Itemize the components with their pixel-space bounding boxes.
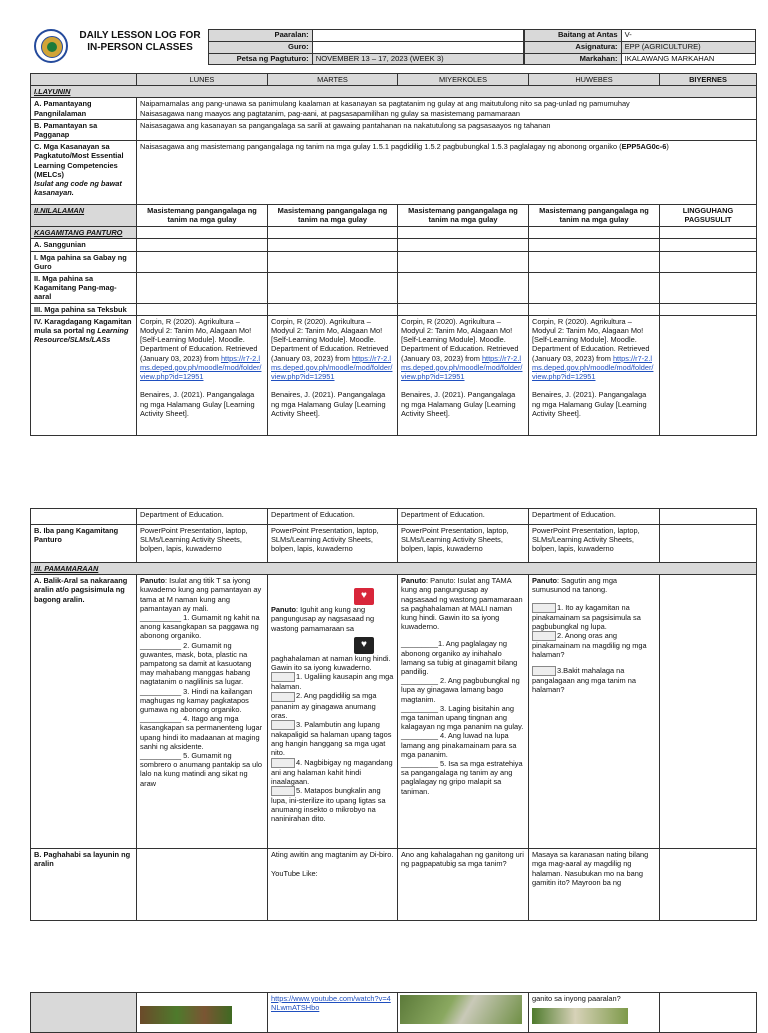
list-item: __________ 4. Itago ang mga kasangkapan sa permanenteng lugar upang hindi ito madaanan at maging sanhi ng aksidente.	[140, 714, 263, 751]
melc-label	[31, 141, 137, 205]
karagdagang-italic: Learning Resource/SLMs/LASs	[34, 326, 129, 345]
panuto-label: Panuto	[271, 605, 297, 615]
page3-link-cell	[268, 993, 398, 1033]
pagganap-text: Naisasagawa ang kasanayan sa pangangalaga sa sarili at gawaing pantahanan na nakatutulong sa pagsasaayos ng tahanan	[137, 119, 757, 140]
list-item: 2. Ang pagdidilig sa mga pananim ay ginagawa anumang oras.	[271, 691, 377, 720]
panuto-intro2: kung ang pangungusap ay nagsasaad ng wastong pamamaraan sa	[271, 605, 375, 633]
youtube-link[interactable]: https://www.youtube.com/watch?v=4NLwmATSHbo	[271, 994, 391, 1013]
corner-cell	[31, 74, 137, 86]
deped-martes: Department of Education.	[268, 509, 398, 525]
pamantayang-line1: Naipamamalas ang pang-unawa sa panimulang kaalaman at kasanayan sa pagtatanim ng gulay at ang maitutulong nito sa pag-unlad ng pamumuhay	[140, 99, 630, 109]
list-item: _________1. Ang paglalagay ng abonong organiko ay inihahalo lamang sa tubig at ginagamit bilang pandilig.	[401, 639, 518, 677]
panuto-intro: : Panuto: Isulat ang TAMA kung ang pangungusap ay nagsasaad ng wastong pamamaraan sa paghahalaman at MALI naman kung hindi. Gawin ito sa iyong kuwaderno.	[401, 576, 523, 632]
paghahabi-miyerkoles: Ano ang kahalagahan ng ganitong uri ng pagpapatubig sa mga tanim?	[398, 849, 529, 921]
ref1-text: Corpin, R (2020). Agrikultura – Modyul 2: Tanim Mo, Alagaan Mo! [Self-Learning Module]. Moodle. Department of Education. Retrieved (January 03, 2023) from	[401, 316, 519, 363]
kagamitan-mag-aaral-label: II. Mga pahina sa Kagamitang Pang-mag-aaral	[31, 273, 137, 304]
panuto-intro: : Isulat ang titik T sa iyong kuwaderno kung ang pamantayan ay tama at M naman kung ang pamantayan ay mali.	[140, 576, 262, 613]
list-item: _________ 4. Ang luwad na lupa lamang ang pinakamainam para sa mga pananim.	[401, 731, 517, 759]
guro-value	[312, 41, 523, 53]
balik-martes	[268, 575, 398, 849]
broken-heart-icon: ♥	[354, 637, 374, 654]
watering-plants-photo	[532, 1008, 628, 1024]
seedling-hands-photo	[140, 1006, 232, 1024]
list-item: _________ 5. Isa sa mga estratehiya sa pangangalaga ng tanim ay ang paglalagay ng gripo malapit sa taniman.	[401, 759, 523, 796]
list-item: 3. Palambutin ang lupang nakapaligid sa halaman upang tagos ang hangin hanggang sa mga ugat nito.	[271, 719, 392, 758]
list-item: 2. Anong oras ang pinakamainam na magdilig ng mga halaman?	[532, 631, 647, 660]
nilalaman-martes: Masistemang pangangalaga ng tanim na mga gulay	[268, 205, 398, 227]
pamantayang-text	[137, 98, 757, 119]
page3-huwebes-text: ganito sa inyong paaralan?	[532, 994, 621, 1003]
document-title	[72, 30, 208, 54]
ref2-text: Benaires, J. (2021). Pangangalaga ng mga Halamang Gulay [Learning Activity Sheet].	[271, 390, 386, 418]
pagganap-label: B. Pamantayan sa Pagganap	[31, 119, 137, 140]
youtube-like-label: YouTube Like:	[271, 868, 318, 878]
iba-miyerkoles: PowerPoint Presentation, laptop, SLMs/Learning Activity Sheets, bolpen, lapis, kuwaderno	[398, 525, 529, 563]
list-item: 1. Ugaliing kausapin ang mga halaman.	[271, 672, 394, 692]
pamantayang-line2: Naisasagawa nang maayos ang pagtatanim, pag-aani, at pagsasapamilihan ng gulay sa masistemang pamamaraan	[140, 108, 521, 118]
baitang-value: V-	[621, 30, 755, 42]
karagdagang-label	[31, 315, 137, 435]
ref-link[interactable]: https://r7-2.lms.deped.gov.ph/moodle/mod/folder/view.php?id=12951	[532, 353, 654, 382]
sanggunian-label: A. Sanggunian	[31, 239, 137, 251]
ref2-text: Benaires, J. (2021). Pangangalaga ng mga Halamang Gulay [Learning Activity Sheet].	[140, 390, 255, 418]
iba-martes: PowerPoint Presentation, laptop, SLMs/Learning Activity Sheets, bolpen, lapis, kuwaderno	[268, 525, 398, 563]
answer-box[interactable]	[271, 786, 295, 796]
ref2-text: Benaires, J. (2021). Pangangalaga ng mga Halamang Gulay [Learning Activity Sheet].	[401, 390, 516, 418]
panuto-label: Panuto	[401, 576, 427, 586]
answer-box[interactable]	[271, 720, 295, 730]
title-line-1: DAILY LESSON LOG FOR	[79, 30, 201, 41]
ref1-text: Corpin, R (2020). Agrikultura – Modyul 2: Tanim Mo, Alagaan Mo! [Self-Learning Module]. Moodle. Department of Education. Retrieved (January 03, 2023) from	[271, 316, 389, 363]
ref-link[interactable]: https://r7-2.lms.deped.gov.ph/moodle/mod/folder/view.php?id=12951	[271, 353, 393, 382]
heart-icon: ♥	[354, 588, 374, 605]
ref-huwebes	[529, 315, 660, 435]
ref-miyerkoles	[398, 315, 529, 435]
day-lunes: LUNES	[137, 74, 268, 86]
header-right-table	[524, 29, 756, 65]
baitang-label: Baitang at Antas	[525, 30, 622, 42]
ref-link[interactable]: https://r7-2.lms.deped.gov.ph/moodle/mod/folder/view.php?id=12951	[401, 353, 523, 382]
melc-label-italic: Isulat ang code ng bawat kasanayan.	[34, 179, 122, 198]
list-item: __________ 3. Hindi na kailangan maghugas ng kamay pagkatapos gumawa ng abonong organiko.	[140, 686, 253, 715]
list-item: _________ 2. Ang pagbubungkal ng lupa ay ginagawa lamang bago magtanim.	[401, 676, 520, 704]
gabay-label: I. Mga pahina sa Gabay ng Guro	[31, 251, 137, 272]
balik-huwebes	[529, 575, 660, 849]
lesson-table-page2	[30, 508, 757, 921]
nilalaman-lunes: Masistemang pangangalaga ng tanim na mga gulay	[137, 205, 268, 227]
deped-lunes: Department of Education.	[137, 509, 268, 525]
teksbuk-label: III. Mga pahina sa Teksbuk	[31, 303, 137, 315]
pamamaraan-heading: III. PAMAMARAAN	[31, 563, 757, 575]
ref2-text: Benaires, J. (2021). Pangangalaga ng mga Halamang Gulay [Learning Activity Sheet].	[532, 390, 647, 418]
nilalaman-miyerkoles: Masistemang pangangalaga ng tanim na mga gulay	[398, 205, 529, 227]
list-item: 4. Nagbibigay ng magandang ani ang halaman kahit hindi inaalagaan.	[271, 757, 393, 786]
asignatura-label: Asignatura:	[525, 41, 622, 53]
melc-body: Naisasagawa ang masistemang pangangalaga ng tanim na mga gulay 1.5.1 pagdidilig 1.5.2 pagbubungkal 1.5.3 paglalagay ng abonong organiko (	[140, 142, 622, 152]
panuto-intro1: : Iguhit ang	[296, 605, 333, 615]
iba-huwebes: PowerPoint Presentation, laptop, SLMs/Learning Activity Sheets, bolpen, lapis, kuwaderno	[529, 525, 660, 563]
paghahabi-huwebes: Masaya sa karanasan nating bilang mga mag-aaral ay magdilig ng halaman. Nasubukan mo na bang gamitin ito? Mayroon ba ng	[529, 849, 660, 921]
deped-miyerkoles: Department of Education.	[398, 509, 529, 525]
karagdagang-text: IV. Karagdagang Kagamitan mula sa portal ng	[34, 316, 132, 336]
answer-box[interactable]	[532, 666, 556, 676]
melc-code: EPP5AG0c-6	[621, 142, 667, 152]
panuto-label: Panuto	[532, 576, 558, 586]
answer-box[interactable]	[532, 631, 556, 641]
ref1-text: Corpin, R (2020). Agrikultura – Modyul 2: Tanim Mo, Alagaan Mo! [Self-Learning Module]. Moodle. Department of Education. Retrieved (January 03, 2023) from	[532, 316, 650, 363]
ref-link[interactable]: https://r7-2.lms.deped.gov.ph/moodle/mod/folder/view.php?id=12951	[140, 353, 262, 382]
panuto-label: Panuto	[140, 576, 166, 586]
answer-box[interactable]	[271, 692, 295, 702]
answer-box[interactable]	[532, 603, 556, 613]
balik-aral-label: A. Balik-Aral sa nakaraang aralin at/o pagsisimula ng bagong aralin.	[31, 575, 137, 849]
lingguhang-pagsusulit: LINGGUHANG PAGSUSULIT	[660, 205, 757, 227]
list-item: 1. Ito ay kagamitan na pinakamainam sa pagsisimula sa pagbubungkal ng lupa.	[532, 602, 641, 631]
irrigation-photo	[400, 995, 522, 1024]
paaralan-value	[312, 30, 523, 42]
melc-label-text: C. Mga Kasanayan sa Pagkatuto/Most Essential Learning Competencies (MELCs)	[34, 142, 124, 179]
markahan-value: IKALAWANG MARKAHAN	[621, 53, 755, 65]
melc-text	[137, 141, 757, 205]
iba-label: B. Iba pang Kagamitang Panturo	[31, 525, 137, 563]
list-item: __________ 5. Gumamit ng sombrero o anumang pantakip sa ulo lalo na kung matindi ang sikat ng araw	[140, 751, 263, 788]
day-biyernes: BIYERNES	[660, 74, 757, 86]
deped-huwebes: Department of Education.	[529, 509, 660, 525]
panuto-intro4: naman kung hindi. Gawin ito sa iyong kuwaderno.	[271, 653, 391, 673]
title-line-2: IN-PERSON CLASSES	[87, 42, 193, 53]
balik-lunes	[137, 575, 268, 849]
day-miyerkoles: MIYERKOLES	[398, 74, 529, 86]
list-item: 3.Bakit mahalaga na pangalagaan ang mga tanim na halaman?	[532, 665, 636, 694]
paghahabi-martes-text: Ating awitin ang magtanim ay Di-biro.	[271, 850, 394, 860]
ref-martes	[268, 315, 398, 435]
deped-seal-logo	[34, 29, 68, 63]
header-left-table	[208, 29, 524, 65]
melc-close: )	[666, 142, 669, 152]
guro-label: Guro:	[209, 41, 313, 53]
iba-lunes: PowerPoint Presentation, laptop, SLMs/Learning Activity Sheets, bolpen, lapis, kuwaderno	[137, 525, 268, 563]
day-huwebes: HUWEBES	[529, 74, 660, 86]
kagamitan-heading: KAGAMITANG PANTURO	[31, 227, 137, 239]
list-item: __________ 1. Gumamit ng kahit na anong kasangkapan sa paggawa ng abonong organiko.	[140, 613, 260, 641]
day-martes: MARTES	[268, 74, 398, 86]
ref-lunes	[137, 315, 268, 435]
panuto-intro: : Sagutin ang mga sumusunod na tanong.	[532, 576, 618, 595]
petsa-label: Petsa ng Pagtuturo:	[209, 53, 313, 65]
nilalaman-heading: II.NILALAMAN	[31, 205, 137, 227]
ref1-text: Corpin, R (2020). Agrikultura – Modyul 2: Tanim Mo, Alagaan Mo! [Self-Learning Module]. Moodle. Department of Education. Retrieved (January 03, 2023) from	[140, 316, 258, 363]
layunin-heading: I.LAYUNIN	[31, 86, 757, 98]
list-item: 5. Matapos bungkalin ang lupa, ini-sterilize ito upang ligtas sa anumang insekto o mikrobyo na naninirahan dito.	[271, 786, 386, 824]
pamantayang-label: A. Pamantayang Pangnilalaman	[31, 98, 137, 119]
paaralan-label: Paaralan:	[209, 30, 313, 42]
panuto-intro3: paghahalaman at	[271, 653, 329, 663]
balik-miyerkoles	[398, 575, 529, 849]
answer-box[interactable]	[271, 672, 295, 682]
list-item: __________ 2. Gumamit ng guwantes, mask, bota, plastic na pampatong sa damit at kasuotang may mahabang manggas habang nagtatanim o naglilinis sa lugar.	[140, 640, 252, 687]
markahan-label: Markahan:	[525, 53, 622, 65]
nilalaman-huwebes: Masistemang pangangalaga ng tanim na mga gulay	[529, 205, 660, 227]
asignatura-value: EPP (AGRICULTURE)	[621, 41, 755, 53]
paghahabi-label: B. Paghahabi sa layunin ng aralin	[31, 849, 137, 921]
answer-box[interactable]	[271, 758, 295, 768]
lesson-table-page1	[30, 73, 757, 436]
petsa-value: NOVEMBER 13 – 17, 2023 (WEEK 3)	[312, 53, 523, 65]
list-item: _________ 3. Laging bisitahin ang mga taniman upang tingnan ang kalagayan ng mga pananim na gulay.	[401, 703, 524, 732]
paghahabi-martes	[268, 849, 398, 921]
